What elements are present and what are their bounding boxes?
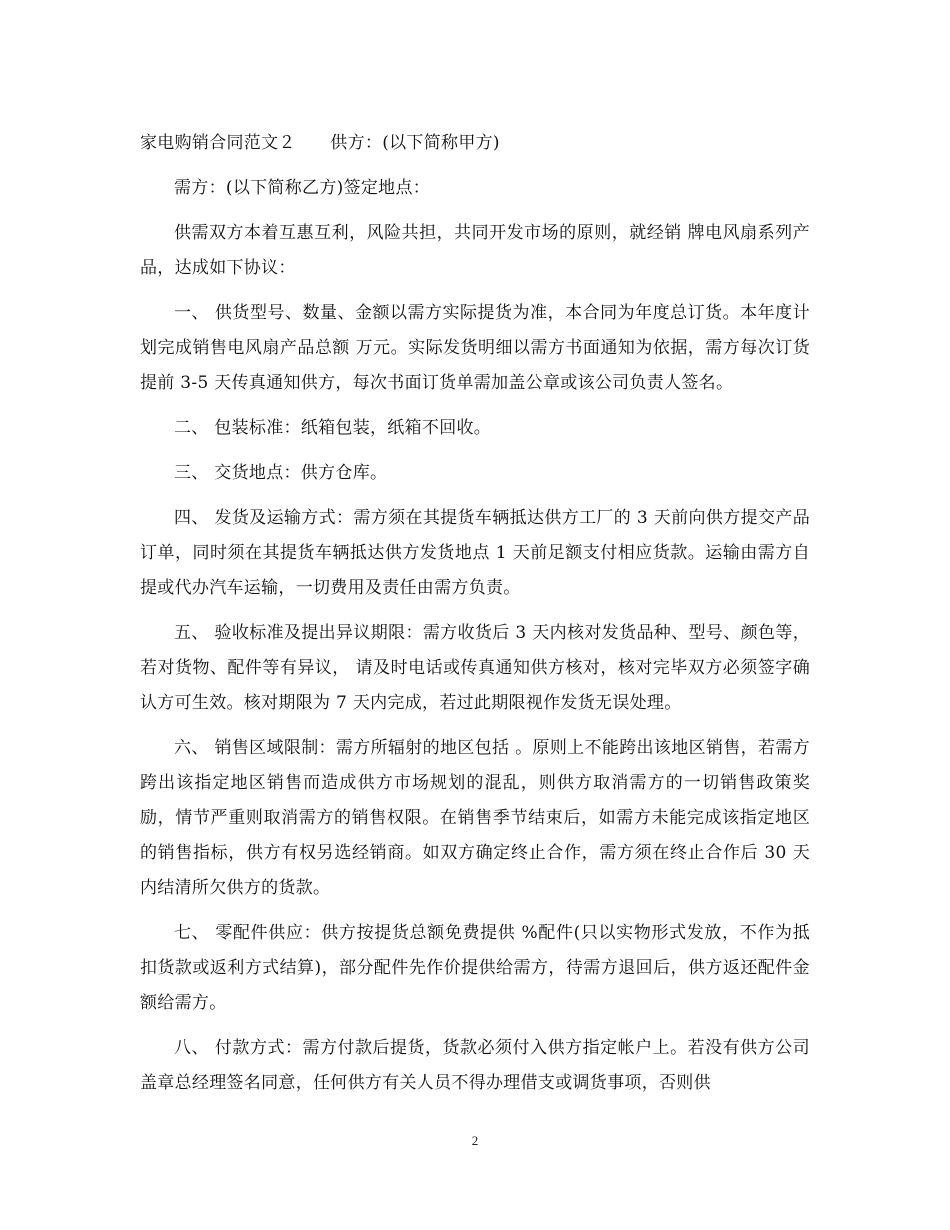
- clause-8-payment: 八、 付款方式：需方付款后提货，货款必须付入供方指定帐户上。若没有供方公司盖章总经理签名同意，任何供方有关人员不得办理借支或调货事项，否则供: [140, 1038, 810, 1093]
- clause-7-parts-supply: 七、 零配件供应：供方按提货总额免费提供 %配件(只以实物形式发放，不作为抵扣货款或返利方式结算)，部分配件先作价提供给需方，待需方退回后，供方返还配件金额给需方。: [140, 923, 810, 1013]
- clause-5-inspection: 五、 验收标准及提出异议期限：需方收货后 3 天内核对发货品种、型号、颜色等，若对货物、配件等有异议， 请及时电话或传真通知供方核对，核对完毕双方必须签字确认方可生效。核对期限为 7 天内完成，若过此期限视作发货无误处理。: [140, 623, 810, 713]
- clause-2-packaging: 二、 包装标准：纸箱包装，纸箱不回收。: [174, 418, 492, 438]
- clause-6-sales-region: 六、 销售区域限制：需方所辐射的地区包括 。原则上不能跨出该地区销售，若需方跨出该指定地区销售而造成供方市场规划的混乱，则供方取消需方的一切销售政策奖励，情节严重则取消需方的销售权限。在销售季节结束后，如需方未能完成该指定地区的销售指标，供方有权另选经销商。如双方确定终止合作，需方须在终止合作后 30 天内结清所欠供方的货款。: [140, 738, 810, 898]
- clause-4-shipping: 四、 发货及运输方式：需方须在其提货车辆抵达供方工厂的 3 天前向供方提交产品订单，同时须在其提货车辆抵达供方发货地点 1 天前足额支付相应货款。运输由需方自提或代办汽车运输，一切费用及责任由需方负责。: [140, 508, 810, 598]
- buyer-line: 需方：(以下简称乙方)签定地点：: [174, 178, 431, 198]
- contract-title-line: 家电购销合同范文２ 供方：(以下简称甲方): [140, 133, 500, 153]
- document-body: [140, 126, 810, 1111]
- preamble-paragraph: 供需双方本着互惠互利，风险共担，共同开发市场的原则，就经销 牌电风扇系列产品，达成如下协议：: [140, 223, 810, 278]
- clause-3-delivery-place: 三、 交货地点：供方仓库。: [174, 463, 388, 483]
- page-number: 2: [471, 1133, 479, 1148]
- clause-1-supply: 一、 供货型号、数量、金额以需方实际提货为准，本合同为年度总订货。本年度计划完成销售电风扇产品总额 万元。实际发货明细以需方书面通知为依据，需方每次订货提前 3-5 天传真通知供方，每次书面订货单需加盖公章或该公司负责人签名。: [140, 303, 810, 393]
